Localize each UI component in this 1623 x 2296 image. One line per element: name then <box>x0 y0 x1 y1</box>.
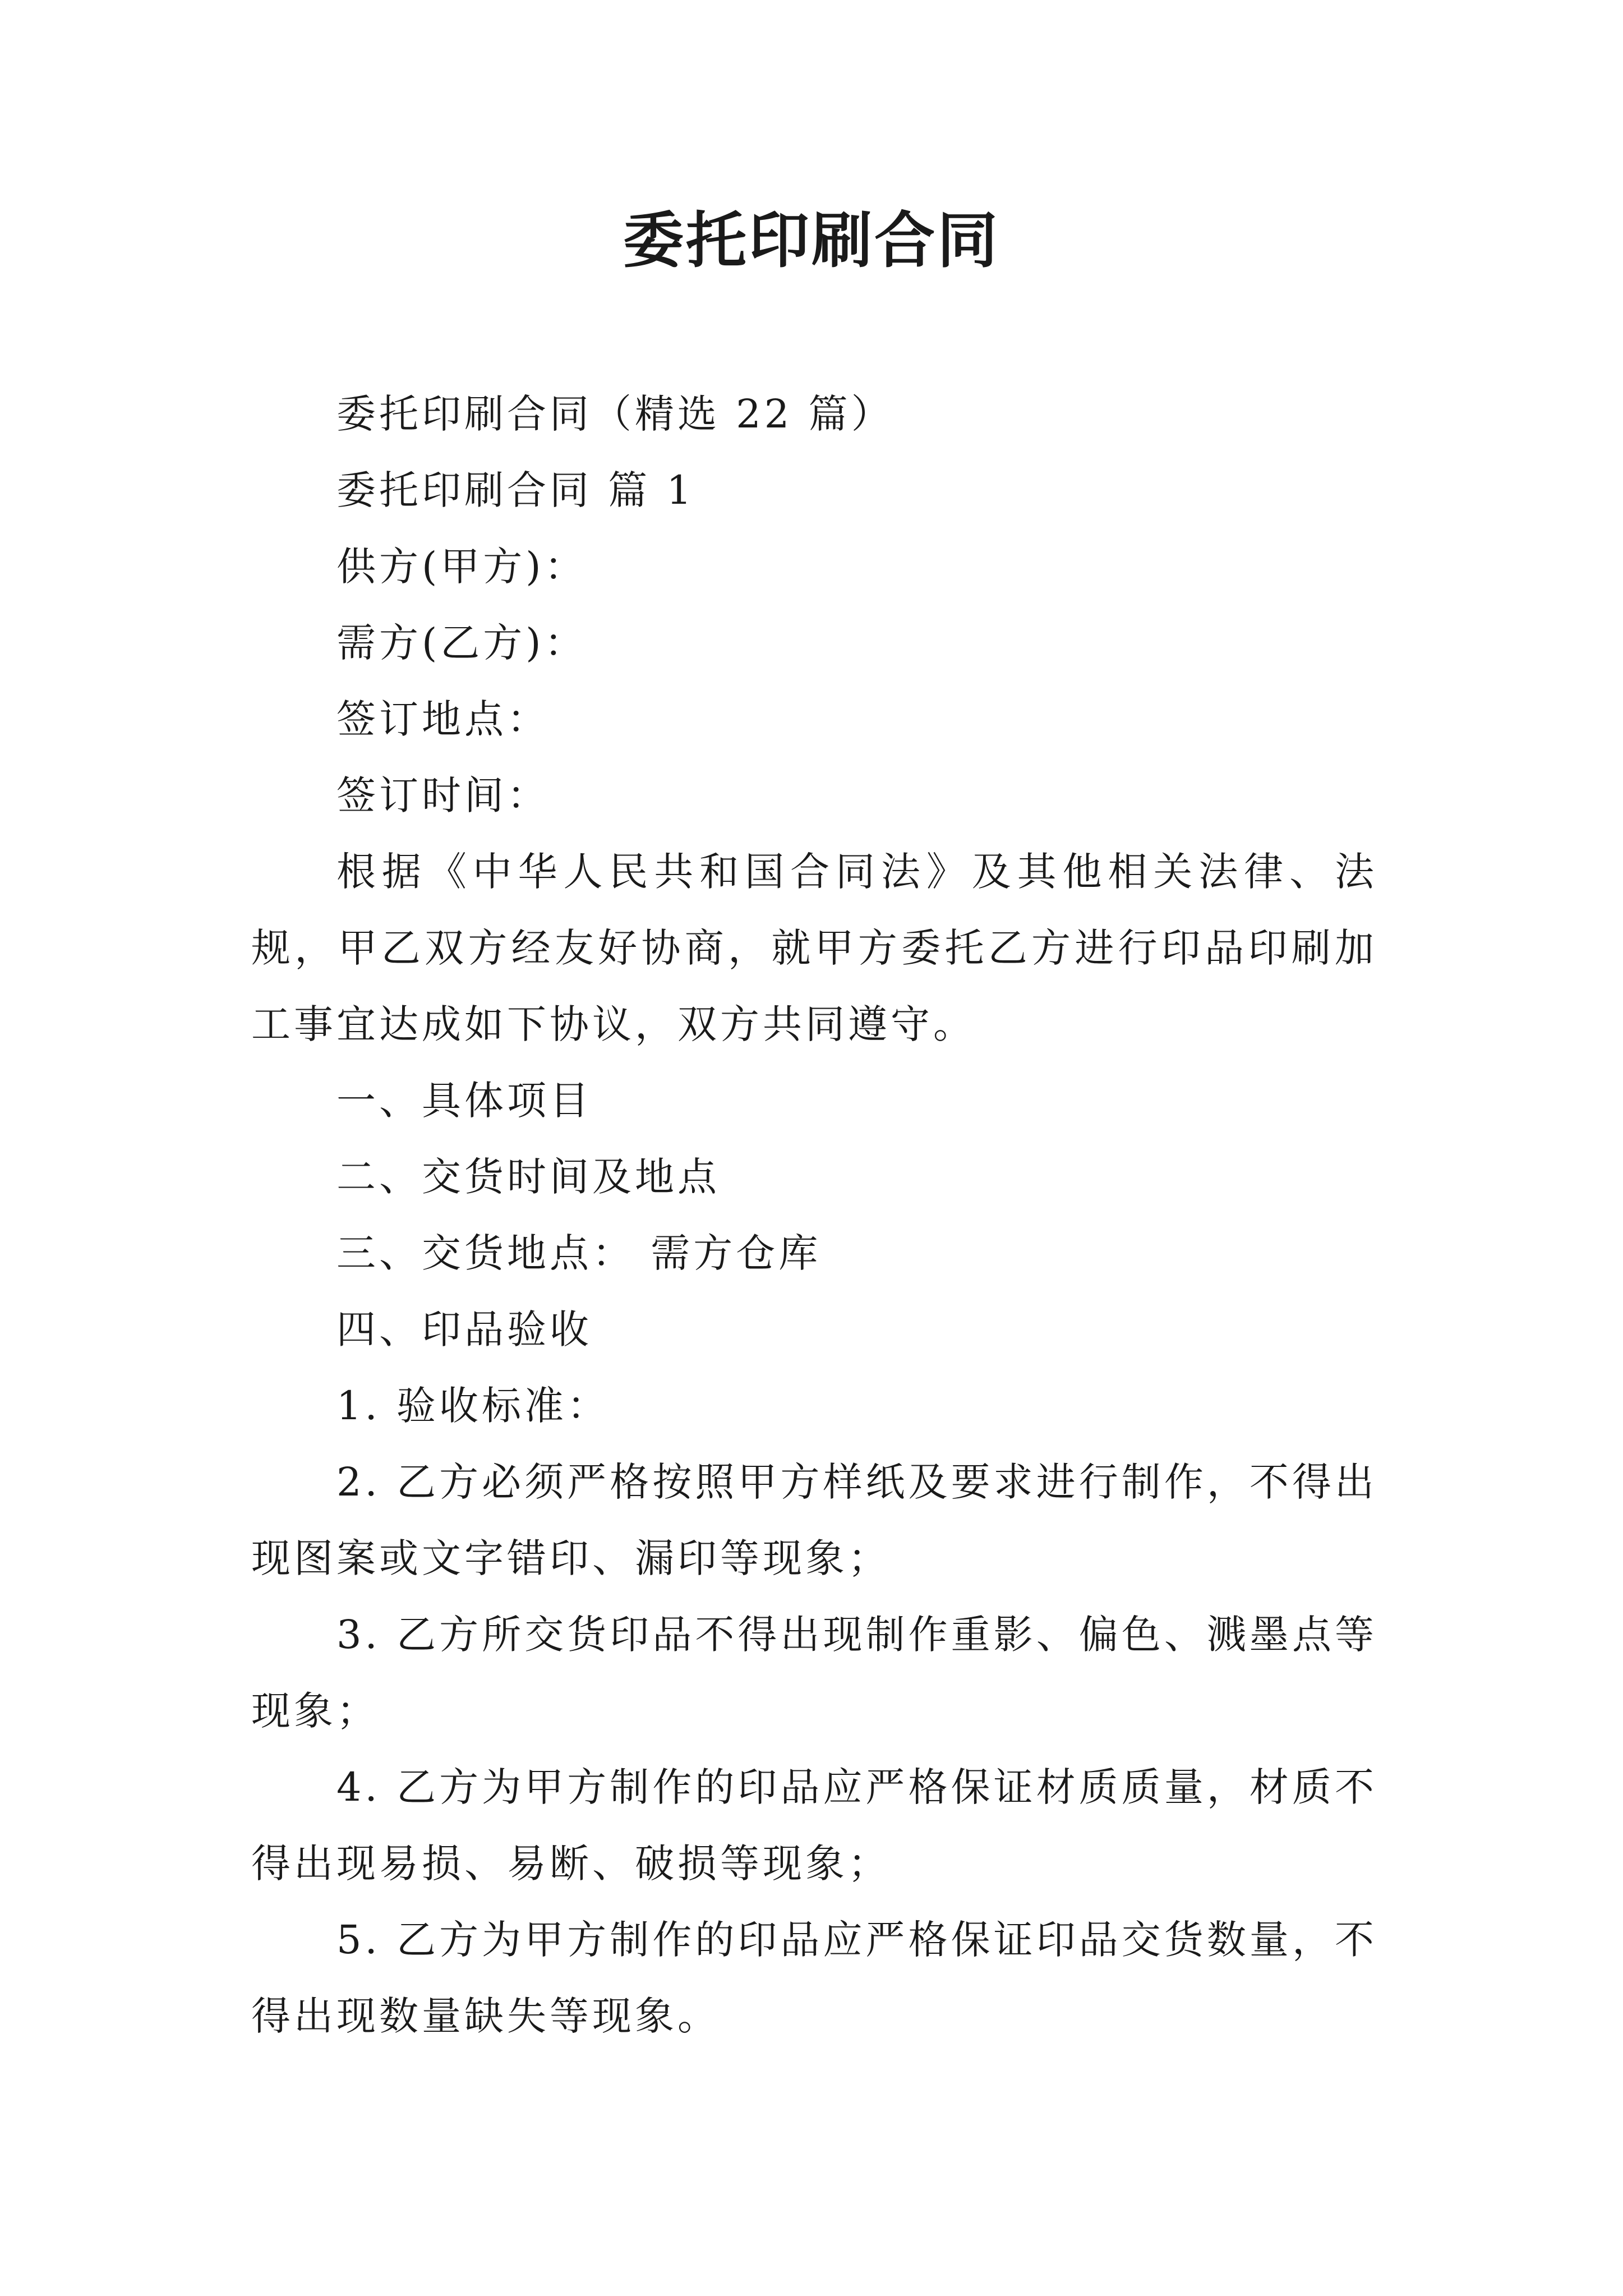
document-body <box>251 376 1377 2054</box>
paragraph-buyer: 需方(乙方)： <box>336 620 587 666</box>
paragraph-item-2: 2. 乙方必须严格按照甲方样纸及要求进行制作，不得出现图案或文字错印、漏印等现象； <box>251 1459 1377 1581</box>
paragraph-item-3: 3. 乙方所交货印品不得出现制作重影、偏色、溅墨点等现象； <box>251 1612 1377 1734</box>
document-title: 委托印刷合同 <box>623 206 1000 276</box>
paragraph-item-5: 5. 乙方为甲方制作的印品应严格保证印品交货数量，不得出现数量缺失等现象。 <box>251 1917 1377 2039</box>
paragraph-clause-2: 二、交货时间及地点 <box>336 1154 720 1200</box>
paragraph-clause-3: 三、交货地点： 需方仓库 <box>336 1230 822 1276</box>
paragraph-item-1: 1. 验收标准： <box>336 1383 610 1429</box>
paragraph-item-4: 4. 乙方为甲方制作的印品应严格保证材质质量，材质不得出现易损、易断、破损等现象； <box>251 1764 1377 1887</box>
paragraph-section-heading: 委托印刷合同 篇 1 <box>336 467 695 513</box>
paragraph-signing-place: 签订地点： <box>336 696 550 742</box>
paragraph-clause-4: 四、印品验收 <box>336 1306 592 1352</box>
paragraph-subtitle: 委托印刷合同（精选 22 篇） <box>336 391 894 437</box>
paragraph-clause-1: 一、具体项目 <box>336 1078 592 1124</box>
paragraph-signing-time: 签订时间： <box>336 772 550 818</box>
paragraph-preamble: 根据《中华人民共和国合同法》及其他相关法律、法规，甲乙双方经友好协商，就甲方委托乙方进行印品印刷加工事宜达成如下协议，双方共同遵守。 <box>251 849 1377 1047</box>
paragraph-supplier: 供方(甲方)： <box>336 544 587 590</box>
